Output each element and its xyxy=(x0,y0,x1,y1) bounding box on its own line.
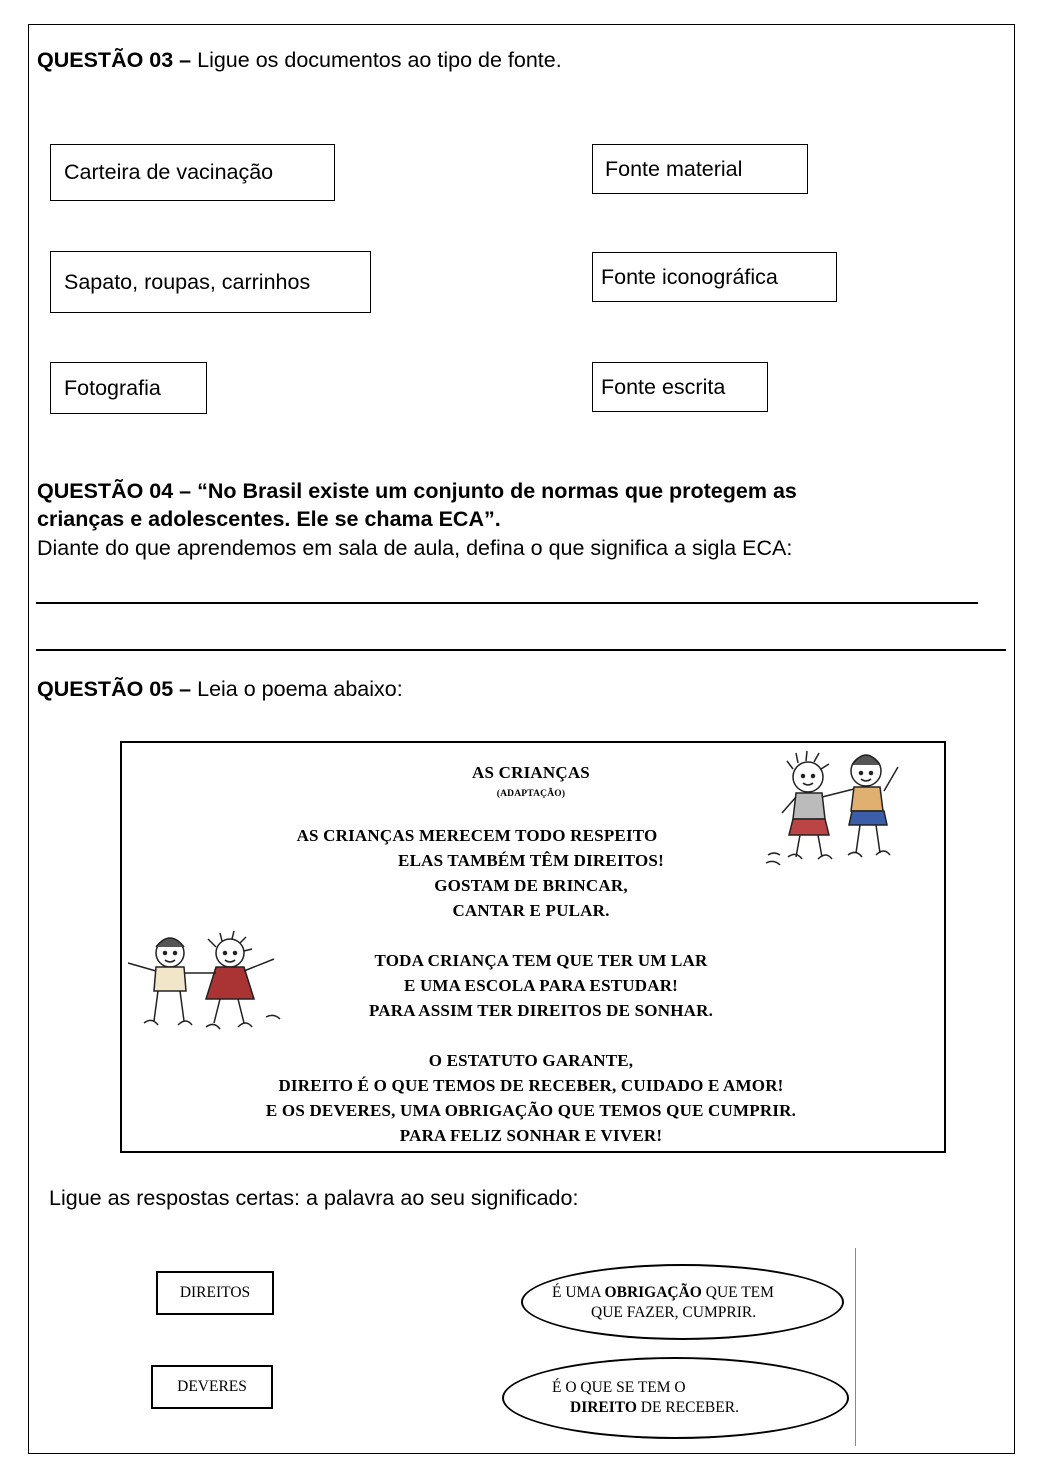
answer-line-2[interactable] xyxy=(36,649,1006,651)
question-04-quote-line2: crianças e adolescentes. Ele se chama ECA”. xyxy=(37,507,501,531)
poem-line: E OS DEVERES, UMA OBRIGAÇÃO QUE TEMOS QUE CUMPRIR. xyxy=(265,1101,797,1120)
poem-line: GOSTAM DE BRINCAR, xyxy=(434,876,628,895)
poem-box xyxy=(120,741,946,1153)
poem-line: ELAS TAMBÉM TÊM DIREITOS! xyxy=(398,851,664,870)
question-03-title: QUESTÃO 03 – Ligue os documentos ao tipo de fonte. xyxy=(37,48,562,72)
question-05-title: QUESTÃO 05 – Leia o poema abaixo: xyxy=(37,677,403,701)
answer-line-1[interactable] xyxy=(36,602,978,604)
page-frame xyxy=(28,24,1015,1454)
poem-subtitle: (ADAPTAÇÃO) xyxy=(496,789,566,799)
poem-line: PARA ASSIM TER DIREITOS DE SONHAR. xyxy=(368,1001,714,1020)
poem-line: TODA CRIANÇA TEM QUE TER UM LAR xyxy=(374,951,708,970)
children-illustration-icon xyxy=(762,745,922,875)
question-04-instruction: Diante do que aprendemos em sala de aula, defina o que significa a sigla ECA: xyxy=(37,536,793,560)
poem-line: DIREITO É O QUE TEMOS DE RECEBER, CUIDADO E AMOR! xyxy=(278,1076,784,1095)
poem-line: AS CRIANÇAS MERECEM TODO RESPEITO xyxy=(296,826,658,845)
poem-title: AS CRIANÇAS xyxy=(472,763,590,782)
poem-line: CANTAR E PULAR. xyxy=(452,901,610,920)
meaning-line-1: É O QUE SE TEM O xyxy=(552,1379,686,1396)
meaning-ellipse-obrigacao[interactable] xyxy=(521,1264,844,1340)
poem-line: E UMA ESCOLA PARA ESTUDAR! xyxy=(403,976,679,995)
q3-left-item-2[interactable]: Sapato, roupas, carrinhos xyxy=(50,251,371,313)
q3-right-item-1[interactable]: Fonte material xyxy=(592,144,808,194)
meaning-line-2: DIREITO DE RECEBER. xyxy=(570,1399,739,1416)
children-illustration-icon xyxy=(126,931,296,1051)
meaning-ellipse-direito[interactable] xyxy=(502,1357,849,1439)
meaning-line-2: QUE FAZER, CUMPRIR. xyxy=(591,1304,757,1321)
q3-left-item-3[interactable]: Fotografia xyxy=(50,362,207,414)
word-box-deveres[interactable]: DEVERES xyxy=(151,1365,273,1409)
word-box-direitos[interactable]: DIREITOS xyxy=(156,1271,274,1315)
q3-left-item-1[interactable]: Carteira de vacinação xyxy=(50,144,335,201)
poem-line: O ESTATUTO GARANTE, xyxy=(428,1051,634,1070)
q3-right-item-2[interactable]: Fonte iconográfica xyxy=(592,252,837,302)
match-instruction: Ligue as respostas certas: a palavra ao seu significado: xyxy=(49,1186,579,1210)
question-04-title: QUESTÃO 04 – “No Brasil existe um conjunto de normas que protegem as xyxy=(37,479,797,503)
poem-line: PARA FELIZ SONHAR E VIVER! xyxy=(399,1126,663,1145)
meaning-line-1: É UMA OBRIGAÇÃO QUE TEM xyxy=(552,1284,774,1301)
divider-line xyxy=(855,1248,856,1446)
q3-right-item-3[interactable]: Fonte escrita xyxy=(592,362,768,412)
